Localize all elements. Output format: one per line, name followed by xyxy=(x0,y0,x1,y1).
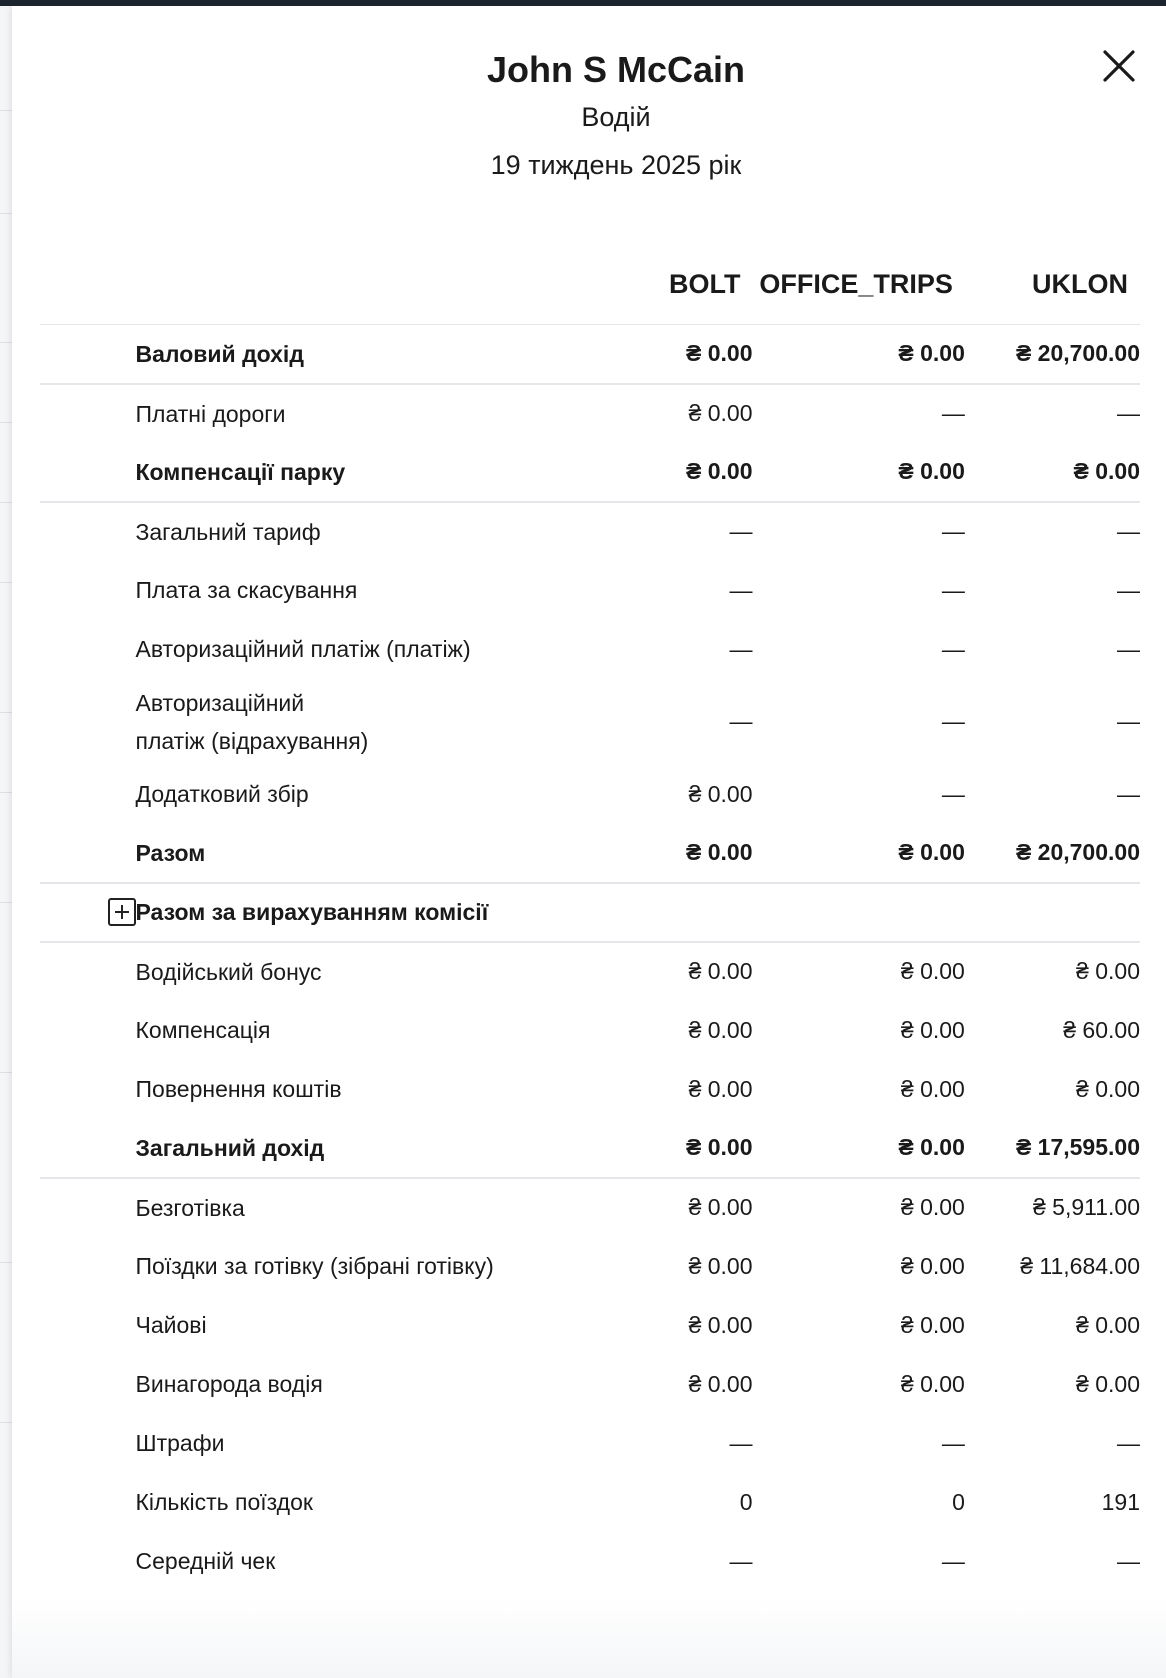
table-row xyxy=(40,1178,1140,1237)
row-label: Кількість поїздок xyxy=(135,1489,313,1515)
cell-bolt: ₴ 0.00 xyxy=(688,1016,753,1043)
row-icon-cell xyxy=(40,1296,136,1355)
row-icon-cell xyxy=(40,1178,136,1237)
driver-report-modal xyxy=(12,6,1166,1678)
cell-bolt: — xyxy=(729,635,753,662)
background-page xyxy=(0,6,12,1678)
row-label: Водійський бонус xyxy=(135,958,322,985)
cell-office-trips: ₴ 0.00 xyxy=(753,824,965,883)
row-label: Авторизаційний платіж (платіж) xyxy=(135,636,471,662)
cell-office-trips: ₴ 0.00 xyxy=(753,443,965,502)
cell-uklon: ₴ 20,700.00 xyxy=(965,325,1140,384)
cell-uklon: ₴ 60.00 xyxy=(1063,1016,1140,1043)
table-row xyxy=(40,1414,1140,1473)
header-spacer xyxy=(40,244,136,325)
row-icon-cell xyxy=(40,824,136,883)
row-icon-cell xyxy=(40,883,136,942)
row-icon-cell xyxy=(40,384,136,443)
column-header-office-trips: OFFICE_TRIPS xyxy=(753,244,965,325)
cell-office-trips: — xyxy=(941,1429,965,1456)
cell-bolt: 0 xyxy=(739,1488,753,1515)
row-icon-cell xyxy=(40,1001,136,1060)
table-row xyxy=(40,679,1140,765)
cell-office-trips: ₴ 0.00 xyxy=(900,1016,965,1043)
row-label: Повернення коштів xyxy=(135,1076,342,1102)
driver-name: John S McCain xyxy=(486,49,746,90)
cell-uklon: ₴ 20,700.00 xyxy=(965,824,1140,883)
cell-office-trips: — xyxy=(941,400,965,426)
row-icon-cell xyxy=(40,679,136,765)
cell-office-trips: — xyxy=(941,1547,965,1574)
report-period: 19 тиждень 2025 рік xyxy=(490,150,742,180)
table-row xyxy=(40,1355,1140,1414)
cell-uklon: ₴ 0.00 xyxy=(1076,1370,1140,1397)
row-label: Поїздки за готівку (зібрані готівку) xyxy=(135,1253,494,1279)
row-icon-cell xyxy=(40,1532,136,1591)
cell-uklon: ₴ 11,684.00 xyxy=(1020,1252,1140,1279)
cell-bolt: ₴ 0.00 xyxy=(688,780,753,807)
table-header-row xyxy=(40,244,1140,325)
cell-office-trips: ₴ 0.00 xyxy=(900,958,965,984)
row-icon-cell xyxy=(40,1060,136,1119)
row-label: Валовий дохід xyxy=(136,325,609,384)
table-row xyxy=(40,1237,1140,1296)
table-row xyxy=(40,765,1140,824)
row-icon-cell xyxy=(40,1355,136,1414)
row-label: Додатковий збір xyxy=(135,781,309,807)
cell-bolt: ₴ 0.00 xyxy=(688,1370,753,1397)
cell-uklon: — xyxy=(1117,1429,1140,1456)
cell-office-trips: ₴ 0.00 xyxy=(900,1194,965,1220)
table-row xyxy=(40,1001,1140,1060)
cell-office-trips: ₴ 0.00 xyxy=(753,1119,965,1178)
cell-uklon: ₴ 0.00 xyxy=(965,443,1140,502)
cell-bolt: ₴ 0.00 xyxy=(688,1194,753,1220)
header-label-spacer xyxy=(136,244,609,325)
cell-office-trips: ₴ 0.00 xyxy=(900,1252,965,1279)
cell-uklon: — xyxy=(1117,1547,1140,1574)
cell-office-trips: — xyxy=(941,576,965,603)
row-icon-cell xyxy=(40,1237,136,1296)
cell-bolt: ₴ 0.00 xyxy=(688,400,753,426)
cell-bolt: ₴ 0.00 xyxy=(688,958,753,984)
cell-bolt xyxy=(608,883,752,942)
cell-uklon: 191 xyxy=(1101,1488,1140,1515)
cell-bolt: ₴ 0.00 xyxy=(688,1252,753,1279)
row-label: Платні дороги xyxy=(135,400,286,427)
plus-square-icon[interactable] xyxy=(108,898,136,926)
table-row xyxy=(40,561,1140,620)
table-row xyxy=(40,1119,1140,1178)
cell-office-trips: ₴ 0.00 xyxy=(900,1075,965,1102)
table-row xyxy=(40,1473,1140,1532)
cell-office-trips: — xyxy=(941,708,965,734)
table-row xyxy=(40,443,1140,502)
table-row[interactable] xyxy=(40,883,1140,942)
cell-bolt: — xyxy=(729,576,753,603)
row-icon-cell xyxy=(40,620,136,679)
cell-uklon: ₴ 17,595.00 xyxy=(965,1119,1140,1178)
table-row xyxy=(40,620,1140,679)
cell-uklon: ₴ 0.00 xyxy=(1076,1311,1140,1338)
cell-office-trips: ₴ 0.00 xyxy=(900,1311,965,1338)
table-row xyxy=(40,1296,1140,1355)
row-icon-cell xyxy=(40,502,136,561)
row-label: Разом xyxy=(136,824,609,883)
cell-bolt: — xyxy=(729,708,753,734)
row-icon-cell xyxy=(40,765,136,824)
row-label: Компенсація xyxy=(135,1017,271,1043)
background-divider xyxy=(0,792,12,793)
cell-bolt: — xyxy=(729,1547,753,1574)
cell-bolt: — xyxy=(729,518,753,544)
cell-uklon: — xyxy=(1117,518,1140,544)
background-divider xyxy=(0,902,12,903)
row-label: Разом за вирахуванням комісії xyxy=(136,883,609,942)
background-divider xyxy=(0,110,12,111)
cell-uklon xyxy=(965,883,1140,942)
table-row xyxy=(40,384,1140,443)
table-row xyxy=(40,325,1140,384)
row-label: Чайові xyxy=(135,1312,207,1338)
row-label: Компенсації парку xyxy=(136,443,609,502)
column-header-uklon: UKLON xyxy=(965,244,1140,325)
table-row xyxy=(40,942,1140,1001)
cell-bolt: — xyxy=(729,1429,753,1456)
cell-bolt: ₴ 0.00 xyxy=(688,1311,753,1338)
background-divider xyxy=(0,712,12,713)
row-label: Авторизаційний платіж (відрахування) xyxy=(135,689,369,754)
background-divider xyxy=(0,582,12,583)
cell-uklon: — xyxy=(1117,635,1140,662)
driver-role: Водій xyxy=(581,102,651,132)
cell-office-trips: 0 xyxy=(952,1488,965,1515)
table-row xyxy=(40,1060,1140,1119)
cell-bolt: ₴ 0.00 xyxy=(608,325,752,384)
cell-office-trips: ₴ 0.00 xyxy=(900,1370,965,1397)
cell-office-trips: ₴ 0.00 xyxy=(753,325,965,384)
row-icon-cell xyxy=(40,1473,136,1532)
row-icon-cell xyxy=(40,561,136,620)
column-header-bolt: BOLT xyxy=(608,244,752,325)
background-divider xyxy=(0,502,12,503)
row-icon-cell xyxy=(40,1119,136,1178)
cell-uklon: — xyxy=(1117,400,1140,426)
row-icon-cell xyxy=(40,942,136,1001)
table-row xyxy=(40,1532,1140,1591)
background-divider xyxy=(0,1422,12,1423)
background-divider xyxy=(0,342,12,343)
bottom-fade xyxy=(12,1598,1166,1678)
earnings-table xyxy=(40,244,1140,1591)
row-label: Середній чек xyxy=(135,1548,276,1574)
cell-uklon: ₴ 0.00 xyxy=(1076,1075,1140,1102)
background-divider xyxy=(0,422,12,423)
row-label: Плата за скасування xyxy=(135,577,358,603)
cell-bolt: ₴ 0.00 xyxy=(688,1075,753,1102)
cell-office-trips: — xyxy=(941,518,965,544)
cell-uklon: — xyxy=(1117,708,1140,734)
background-divider xyxy=(0,213,12,214)
cell-bolt: ₴ 0.00 xyxy=(608,824,752,883)
cell-uklon: — xyxy=(1117,780,1140,807)
cell-uklon: ₴ 5,911.00 xyxy=(1032,1194,1140,1220)
row-icon-cell xyxy=(40,1414,136,1473)
table-row xyxy=(40,824,1140,883)
row-label: Загальний тариф xyxy=(135,518,321,545)
row-label: Загальний дохід xyxy=(136,1119,609,1178)
row-icon-cell xyxy=(40,443,136,502)
cell-office-trips xyxy=(753,883,965,942)
table-row xyxy=(40,502,1140,561)
cell-office-trips: — xyxy=(941,635,965,662)
row-label: Винагорода водія xyxy=(135,1371,323,1397)
cell-uklon: ₴ 0.00 xyxy=(1076,958,1140,984)
row-icon-cell xyxy=(40,325,136,384)
modal-header xyxy=(12,46,1166,184)
cell-office-trips: — xyxy=(941,780,965,807)
cell-bolt: ₴ 0.00 xyxy=(608,443,752,502)
cell-uklon: — xyxy=(1117,576,1140,603)
background-divider xyxy=(0,1262,12,1263)
row-label: Штрафи xyxy=(135,1430,225,1456)
row-label: Безготівка xyxy=(135,1194,245,1221)
cell-bolt: ₴ 0.00 xyxy=(608,1119,752,1178)
background-divider xyxy=(0,1072,12,1073)
